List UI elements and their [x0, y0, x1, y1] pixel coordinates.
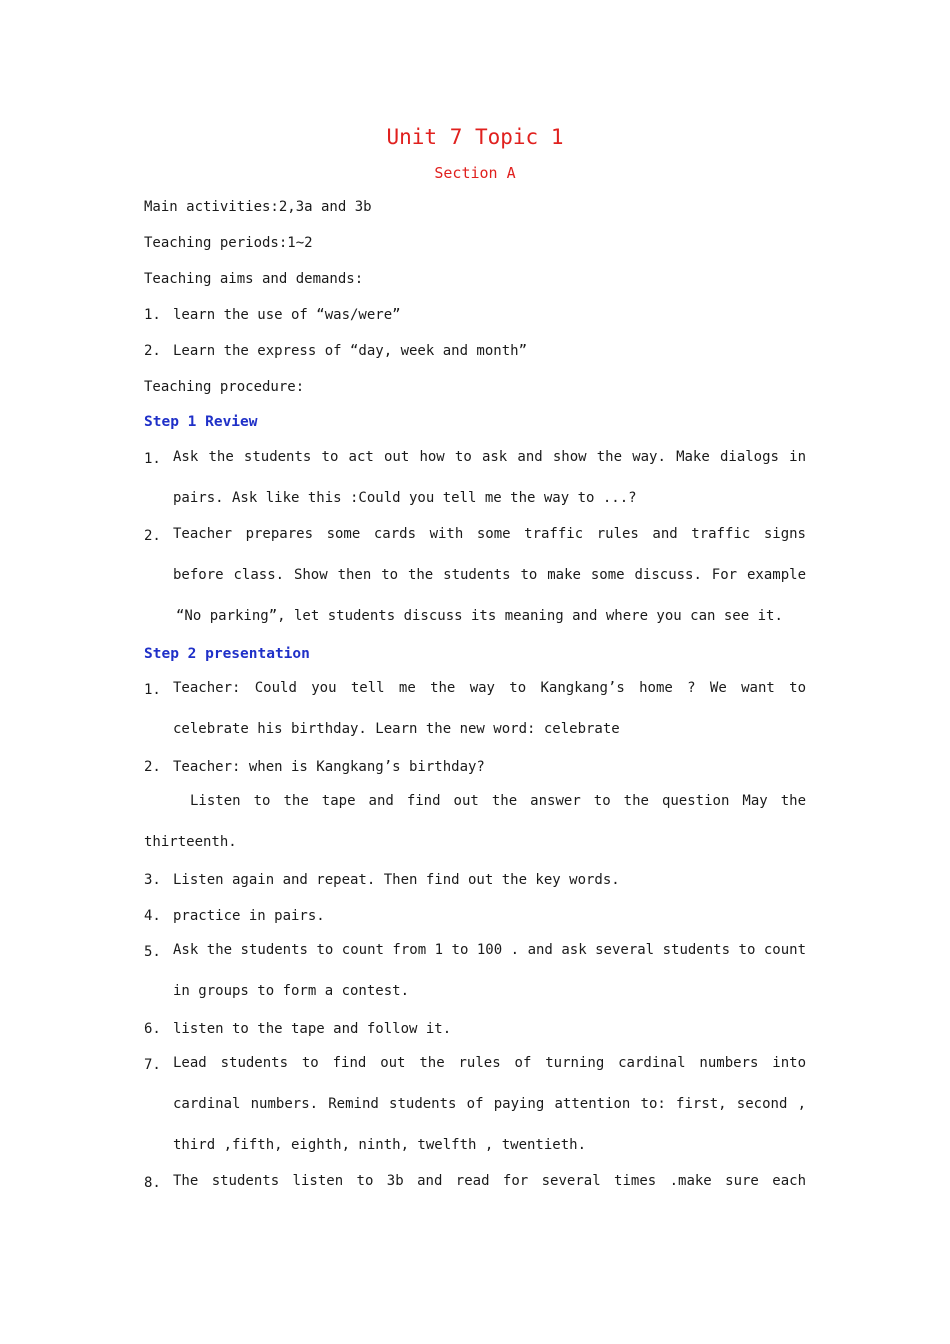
- list-item-line: The students listen to 3b and read for several times .make sure each: [173, 1173, 806, 1189]
- list-number: 6.: [144, 1021, 161, 1037]
- list-item-line: Listen to the tape and find out the answer to the question May the: [190, 793, 806, 809]
- list-number: 2.: [144, 759, 161, 775]
- list-number: 5.: [144, 944, 161, 960]
- list-number: 3.: [144, 872, 161, 888]
- step1-heading: Step 1 Review: [144, 414, 258, 430]
- list-item-line: thirteenth.: [144, 834, 237, 850]
- list-item-line: Teacher prepares some cards with some traffic rules and traffic signs: [173, 526, 806, 542]
- procedure-heading: Teaching procedure:: [144, 379, 305, 395]
- list-item-line: Lead students to find out the rules of turning cardinal numbers into: [173, 1055, 806, 1071]
- aims-heading: Teaching aims and demands:: [144, 271, 364, 287]
- list-item-line: celebrate his birthday. Learn the new word: celebrate: [173, 721, 620, 737]
- list-number: 2.: [144, 528, 161, 544]
- aim-number: 1.: [144, 307, 161, 323]
- step2-heading: Step 2 presentation: [144, 646, 310, 662]
- page-title: Unit 7 Topic 1: [386, 125, 564, 149]
- list-item-line: third ,fifth, eighth, ninth, twelfth , twentieth.: [173, 1137, 587, 1153]
- list-item-line: pairs. Ask like this :Could you tell me the way to ...?: [173, 490, 637, 506]
- main-activities: Main activities:2,3a and 3b: [144, 199, 372, 215]
- list-item-line: Ask the students to count from 1 to 100 . and ask several students to count: [173, 942, 806, 958]
- list-item-line: Ask the students to act out how to ask and show the way. Make dialogs in: [173, 449, 806, 465]
- section-title: Section A: [434, 164, 516, 182]
- list-item-line: Teacher: Could you tell me the way to Kangkang’s home ? We want to: [173, 680, 806, 696]
- list-item-line: before class. Show then to the students to make some discuss. For example: [173, 567, 806, 583]
- list-item-line: cardinal numbers. Remind students of paying attention to: first, second ,: [173, 1096, 806, 1112]
- list-item-line: practice in pairs.: [173, 908, 325, 924]
- aim-number: 2.: [144, 343, 161, 359]
- teaching-periods: Teaching periods:1~2: [144, 235, 313, 251]
- list-item-line: “No parking”, let students discuss its meaning and where you can see it.: [176, 608, 783, 624]
- aim-text: learn the use of “was/were”: [173, 307, 401, 323]
- list-number: 8.: [144, 1175, 161, 1191]
- list-number: 7.: [144, 1057, 161, 1073]
- list-number: 1.: [144, 451, 161, 467]
- aim-text: Learn the express of “day, week and month”: [173, 343, 528, 359]
- list-number: 4.: [144, 908, 161, 924]
- list-item-line: in groups to form a contest.: [173, 983, 410, 999]
- list-number: 1.: [144, 682, 161, 698]
- list-item-line: listen to the tape and follow it.: [173, 1021, 452, 1037]
- list-item-line: Listen again and repeat. Then find out the key words.: [173, 872, 620, 888]
- list-item-line: Teacher: when is Kangkang’s birthday?: [173, 759, 485, 775]
